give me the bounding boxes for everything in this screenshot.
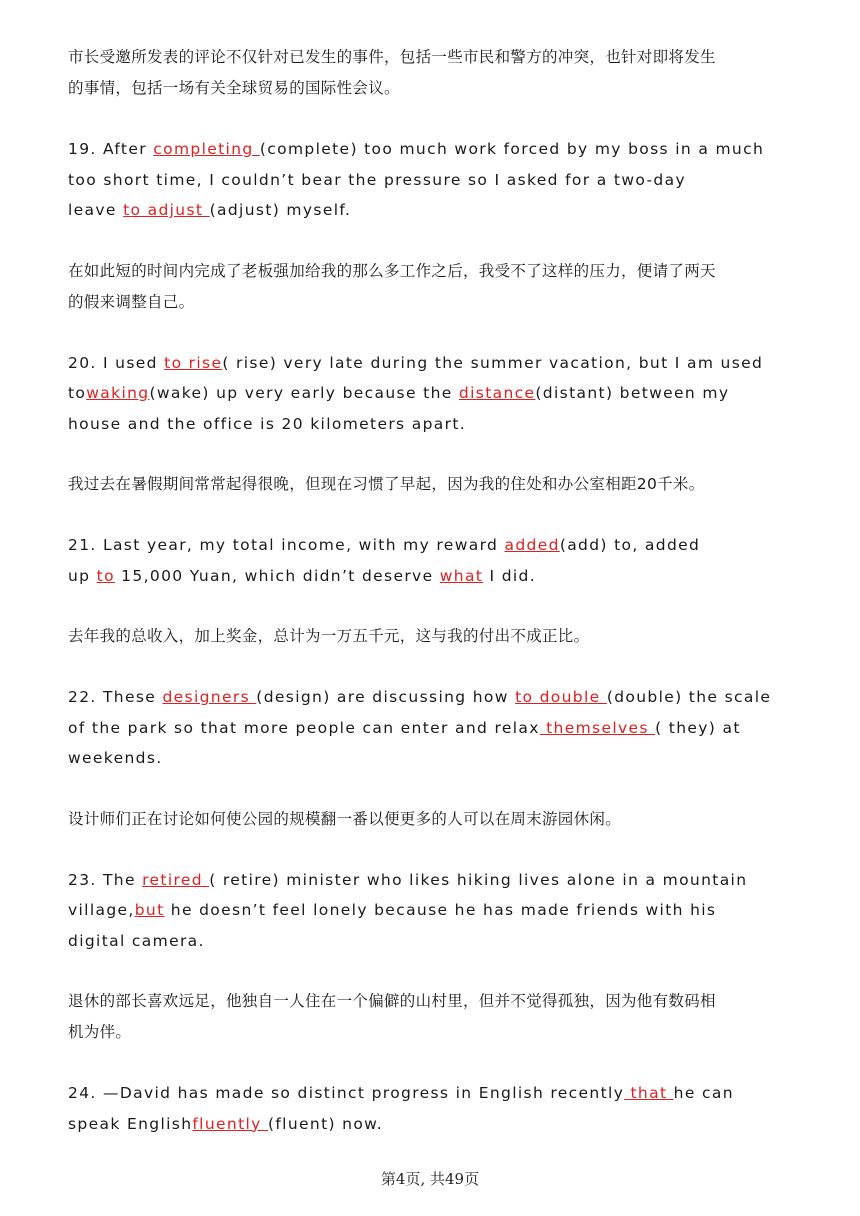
text-segment: 的事情，包括一场有关全球贸易的国际性会议。: [68, 79, 400, 97]
text-line: [68, 134, 798, 165]
answer-blank: waking: [86, 384, 150, 402]
answer-blank: that: [624, 1084, 674, 1102]
text-line: [68, 986, 798, 1017]
text-line: [68, 256, 798, 287]
text-segment: ( retire) minister who likes hiking lives alone in a mountain: [209, 870, 748, 889]
paragraph-gap: [68, 104, 798, 134]
text-segment: house and the office is 20 kilometers apart.: [68, 414, 467, 433]
text-line: [68, 165, 798, 196]
text-segment: 21. Last year, my total income, with my reward: [68, 536, 505, 554]
paragraph-gap: [68, 835, 798, 865]
text-segment: 23. The: [68, 870, 143, 889]
text-line: [68, 682, 798, 713]
answer-blank: what: [439, 566, 484, 585]
answer-blank: designers: [162, 688, 257, 706]
text-segment: 去年我的总收入，加上奖金，总计为一万五千元，这与我的付出不成正比。: [68, 627, 590, 645]
document-body: [68, 42, 798, 1139]
page-number: 第4页, 共49页: [380, 1170, 480, 1188]
answer-blank: distance: [458, 384, 536, 402]
text-segment: too short time, I couldn’t bear the pressure so I asked for a two-day: [68, 170, 686, 189]
paragraph-gap: [68, 652, 798, 682]
answer-blank: themselves: [539, 718, 656, 737]
paragraph-gap: [68, 226, 798, 256]
chinese-translation: [68, 42, 798, 104]
text-segment: (adjust) myself.: [209, 201, 352, 219]
text-segment: ( rise) very late during the summer vacation, but I am used: [222, 353, 764, 372]
answer-blank: added: [504, 536, 560, 554]
text-line: [68, 895, 798, 926]
text-segment: 设计师们正在讨论如何使公园的规模翻一番以便更多的人可以在周末游园休闲。: [68, 809, 622, 828]
text-segment: village,: [68, 901, 135, 919]
chinese-translation: [68, 804, 798, 835]
paragraph-gap: [68, 591, 798, 621]
english-sentence: [68, 134, 798, 226]
text-line: [68, 713, 798, 744]
text-line: [68, 409, 798, 440]
chinese-translation: [68, 469, 798, 500]
text-segment: 市长受邀所发表的评论不仅针对已发生的事件，包括一些市民和警方的冲突，也针对即将发生: [68, 48, 716, 66]
chinese-translation: [68, 986, 798, 1048]
text-segment: 在如此短的时间内完成了老板强加给我的那么多工作之后，我受不了这样的压力，便请了两天: [68, 261, 716, 280]
text-segment: (complete) too much work forced by my boss in a much: [259, 140, 765, 158]
text-segment: 我过去在暑假期间常常起得很晚，但现在习惯了早起，因为我的住处和办公室相距20千米。: [68, 475, 705, 493]
text-segment: (fluent) now.: [267, 1114, 384, 1133]
text-segment: of the park so that more people can enter and relax: [68, 718, 540, 737]
answer-blank: to: [96, 566, 115, 585]
text-line: [68, 743, 798, 774]
text-segment: leave: [68, 201, 124, 219]
text-line: [68, 287, 798, 318]
text-line: [68, 530, 798, 561]
text-segment: to: [68, 384, 87, 402]
text-segment: (wake) up very early because the: [149, 384, 459, 402]
paragraph-gap: [68, 439, 798, 469]
text-segment: weekends.: [68, 749, 163, 767]
paragraph-gap: [68, 318, 798, 348]
english-sentence: [68, 865, 798, 957]
answer-blank: to rise: [164, 353, 223, 372]
text-segment: 的假来调整自己。: [68, 292, 195, 311]
text-line: [68, 195, 798, 226]
answer-blank: to adjust: [123, 201, 210, 219]
answer-blank: fluently: [192, 1114, 268, 1133]
text-segment: 24. —David has made so distinct progress in English recently: [68, 1084, 625, 1102]
text-segment: (design) are discussing how: [256, 688, 516, 706]
text-line: [68, 561, 798, 592]
text-line: [68, 42, 798, 73]
text-segment: 15,000 Yuan, which didn’t deserve: [114, 566, 440, 585]
text-segment: 退休的部长喜欢远足，他独自一人住在一个偏僻的山村里，但并不觉得孤独，因为他有数码相: [68, 992, 716, 1010]
text-line: [68, 926, 798, 957]
text-line: [68, 865, 798, 896]
paragraph-gap: [68, 500, 798, 530]
paragraph-gap: [68, 956, 798, 986]
english-sentence: [68, 530, 798, 591]
text-line: [68, 1017, 798, 1048]
text-segment: speak English: [68, 1114, 193, 1133]
text-segment: 19. After: [68, 140, 154, 158]
english-sentence: [68, 1078, 798, 1139]
text-segment: 机为伴。: [68, 1023, 132, 1041]
english-sentence: [68, 682, 798, 774]
text-segment: he can: [673, 1084, 734, 1102]
text-segment: ( they) at: [655, 718, 741, 737]
chinese-translation: [68, 621, 798, 652]
text-segment: (double) the scale: [606, 688, 772, 706]
text-segment: up: [68, 566, 97, 585]
text-line: [68, 378, 798, 409]
text-line: [68, 348, 798, 379]
text-segment: I did.: [483, 566, 537, 585]
answer-blank: but: [134, 901, 165, 919]
text-line: [68, 469, 798, 500]
text-segment: he doesn’t feel lonely because he has made friends with his: [164, 901, 717, 919]
text-line: [68, 1078, 798, 1109]
text-segment: (add) to, added: [559, 536, 701, 554]
answer-blank: completing: [153, 140, 260, 158]
paragraph-gap: [68, 774, 798, 804]
paragraph-gap: [68, 1048, 798, 1078]
text-segment: digital camera.: [68, 931, 205, 950]
answer-blank: to double: [515, 688, 607, 706]
text-line: [68, 73, 798, 104]
text-line: [68, 621, 798, 652]
english-sentence: [68, 348, 798, 440]
text-line: [68, 1109, 798, 1140]
answer-blank: retired: [142, 870, 210, 889]
text-segment: 22. These: [68, 688, 163, 706]
chinese-translation: [68, 256, 798, 318]
text-segment: (distant) between my: [535, 384, 730, 402]
text-segment: 20. I used: [68, 353, 165, 372]
text-line: [68, 804, 798, 835]
